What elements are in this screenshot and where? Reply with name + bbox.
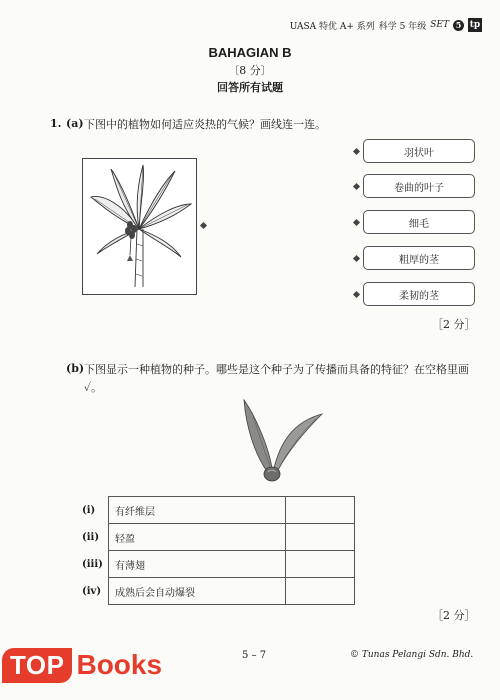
plant-connector-dot[interactable] <box>200 222 207 229</box>
row-number: (i) <box>82 504 96 516</box>
row-number: (ii) <box>82 531 100 543</box>
watermark-books-text: Books <box>76 649 163 680</box>
table-row <box>82 551 355 578</box>
tick-box[interactable] <box>286 497 355 524</box>
question-number: 1. <box>50 117 62 130</box>
set-number-badge: 5 <box>453 20 464 31</box>
publisher-logo-icon: tp <box>469 20 481 30</box>
option-box: 细毛 <box>363 210 475 234</box>
copyright-text: © Tunas Pelangi Sdn. Bhd. <box>350 650 474 660</box>
winged-seed-icon <box>228 392 328 488</box>
subject-text: 科学 5 年级 <box>378 21 427 32</box>
row-text: 成熟后会自动爆裂 <box>109 578 286 605</box>
watermark-top-text: TOP <box>2 648 72 683</box>
row-number: (iii) <box>82 558 103 570</box>
row-number: (iv) <box>82 585 102 597</box>
section-instruction: 回答所有试题 <box>217 81 283 94</box>
series-text: UASA 特优 A+ 系列 <box>289 21 375 32</box>
part-b-marks: ［2 分］ <box>432 609 476 622</box>
part-a-question-text: 下图中的植物如何适应炎热的气候？画线连一连。 <box>84 118 326 131</box>
part-b-question-text: 下图显示一种植物的种子。哪些是这个种子为了传播而具备的特征？在空格里画 ✓。 <box>84 363 469 394</box>
part-b-label: (b) <box>66 362 85 375</box>
page-number: 5 – 7 <box>242 650 267 661</box>
row-text: 轻盈 <box>109 524 286 551</box>
option-connector-dot[interactable] <box>353 219 360 226</box>
part-a-marks: ［2 分］ <box>432 318 476 331</box>
row-text: 有薄翅 <box>109 551 286 578</box>
option-connector-dot[interactable] <box>353 148 360 155</box>
section-title: BAHAGIAN B <box>208 45 292 60</box>
option-box: 羽状叶 <box>363 139 475 163</box>
row-text: 有纤维层 <box>109 497 286 524</box>
banana-plant-image <box>82 158 197 295</box>
seed-characteristics-table <box>82 496 355 605</box>
table-row <box>82 524 355 551</box>
option-box: 粗厚的茎 <box>363 246 475 270</box>
option-connector-dot[interactable] <box>353 255 360 262</box>
option-connector-dot[interactable] <box>353 291 360 298</box>
table-row <box>82 497 355 524</box>
topbooks-watermark-logo <box>2 643 162 687</box>
section-marks: 〔8 分〕 <box>228 64 272 77</box>
set-label: SET <box>430 20 449 30</box>
tick-box[interactable] <box>286 578 355 605</box>
banana-plant-icon <box>83 159 196 294</box>
winged-seed-image <box>228 392 328 488</box>
option-box: 卷曲的叶子 <box>363 174 475 198</box>
part-a-label: (a) <box>66 117 84 130</box>
tick-box[interactable] <box>286 551 355 578</box>
option-box: 柔韧的茎 <box>363 282 475 306</box>
option-connector-dot[interactable] <box>353 183 360 190</box>
page-header <box>290 18 482 32</box>
table-row <box>82 578 355 605</box>
tick-box[interactable] <box>286 524 355 551</box>
